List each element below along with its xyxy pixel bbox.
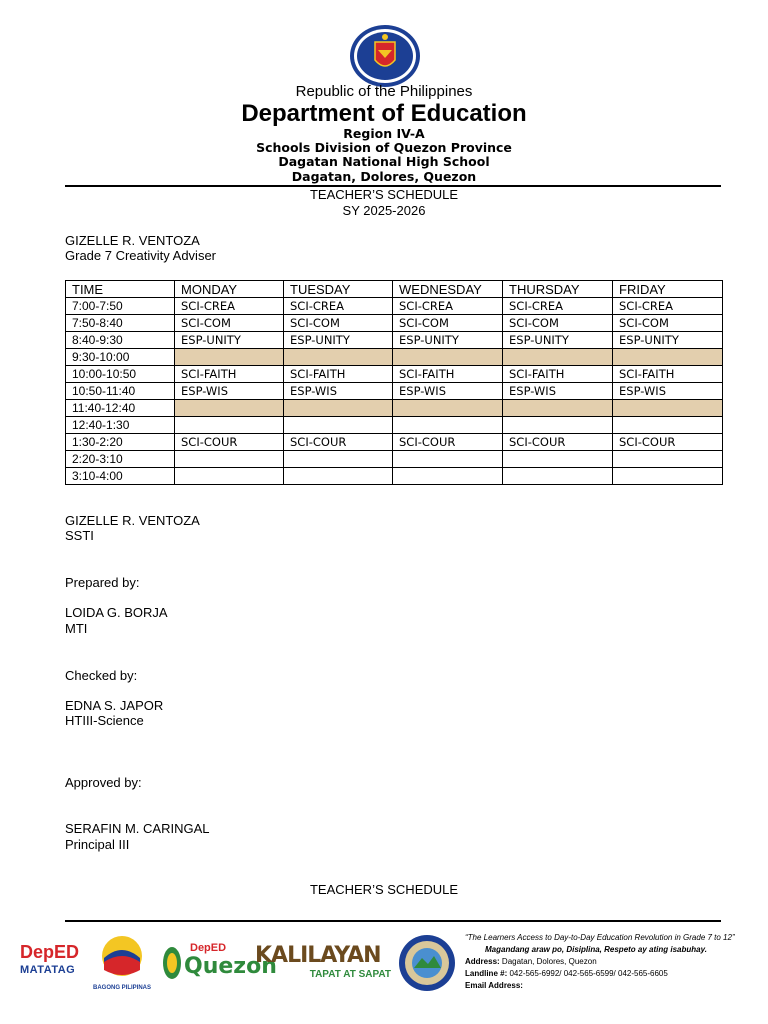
footer-email bbox=[465, 980, 735, 992]
division-heading: Schools Division of Quezon Province bbox=[256, 140, 512, 155]
teacher-name: GIZELLE R. VENTOZA bbox=[65, 233, 200, 248]
column-header: WEDNESDAY bbox=[393, 281, 503, 298]
subject-cell: SCI-FAITH bbox=[175, 366, 284, 383]
subject-cell: SCI-COM bbox=[503, 315, 613, 332]
subject-cell bbox=[393, 417, 503, 434]
schedule-row bbox=[66, 434, 723, 451]
kalilayan-logo bbox=[255, 944, 391, 988]
subject-cell bbox=[393, 349, 503, 366]
landline-label: Landline #: bbox=[465, 969, 508, 978]
region-heading: Region IV-A bbox=[343, 126, 425, 141]
subject-cell bbox=[175, 417, 284, 434]
bagong-pilipinas-emblem bbox=[92, 932, 152, 980]
subject-cell bbox=[284, 349, 393, 366]
teacher-role: Grade 7 Creativity Adviser bbox=[65, 248, 217, 263]
subject-cell: ESP-WIS bbox=[175, 383, 284, 400]
subject-cell bbox=[175, 349, 284, 366]
subject-cell: SCI-CREA bbox=[613, 298, 723, 315]
subject-cell: SCI-FAITH bbox=[503, 366, 613, 383]
subject-cell: SCI-COM bbox=[613, 315, 723, 332]
checked-by-label: Checked by: bbox=[65, 668, 138, 683]
schedule-row bbox=[66, 451, 723, 468]
school-year: SY 2025-2026 bbox=[342, 203, 426, 218]
schedule-row bbox=[66, 468, 723, 485]
prepared-by-title: MTI bbox=[65, 621, 88, 636]
subject-cell: SCI-CREA bbox=[503, 298, 613, 315]
deped-seal-logo bbox=[348, 24, 422, 88]
schedule-row bbox=[66, 366, 723, 383]
approved-by-name: SERAFIN M. CARINGAL bbox=[65, 821, 210, 836]
subject-cell bbox=[393, 400, 503, 417]
time-cell: 10:50-11:40 bbox=[66, 383, 175, 400]
checked-by-name: EDNA S. JAPOR bbox=[65, 698, 164, 713]
column-header: THURSDAY bbox=[503, 281, 613, 298]
subject-cell bbox=[284, 417, 393, 434]
column-header: TIME bbox=[66, 281, 175, 298]
schedule-row bbox=[66, 332, 723, 349]
matatag-wordmark: MATATAG bbox=[20, 964, 76, 976]
time-cell: 10:00-10:50 bbox=[66, 366, 175, 383]
subject-cell bbox=[175, 451, 284, 468]
subject-cell: SCI-COUR bbox=[613, 434, 723, 451]
subject-cell: SCI-CREA bbox=[284, 298, 393, 315]
subject-cell bbox=[393, 451, 503, 468]
footer-landline bbox=[465, 968, 735, 980]
schedule-break-row bbox=[66, 400, 723, 417]
teacher-signatory-name: GIZELLE R. VENTOZA bbox=[65, 513, 200, 528]
bottom-title: TEACHER’S SCHEDULE bbox=[309, 882, 459, 897]
subject-cell: SCI-COM bbox=[393, 315, 503, 332]
subject-cell: SCI-COUR bbox=[175, 434, 284, 451]
footer-motto: Magandang araw po, Disiplina, Respeto ay ating isabuhay. bbox=[485, 945, 707, 954]
address-label: Address: bbox=[465, 957, 500, 966]
bagong-pilipinas-label: BAGONG PILIPINAS bbox=[92, 985, 151, 991]
subject-cell bbox=[503, 451, 613, 468]
school-address: Dagatan, Dolores, Quezon bbox=[291, 169, 477, 184]
column-header: FRIDAY bbox=[613, 281, 723, 298]
quezon-emblem bbox=[162, 946, 182, 980]
footer-contact bbox=[465, 932, 735, 992]
bagong-pilipinas-logo bbox=[92, 932, 152, 994]
approved-by-label: Approved by: bbox=[65, 775, 142, 790]
subject-cell bbox=[284, 468, 393, 485]
subject-cell: ESP-UNITY bbox=[393, 332, 503, 349]
subject-cell: ESP-WIS bbox=[613, 383, 723, 400]
subject-cell: ESP-UNITY bbox=[503, 332, 613, 349]
schedule-row bbox=[66, 315, 723, 332]
email-label: Email Address: bbox=[465, 981, 523, 990]
subject-cell: ESP-UNITY bbox=[175, 332, 284, 349]
deped-quezon-logo bbox=[162, 940, 277, 986]
prepared-by-label: Prepared by: bbox=[65, 575, 140, 590]
teacher-signatory-title: SSTI bbox=[65, 528, 94, 543]
schedule-row bbox=[66, 417, 723, 434]
subject-cell bbox=[175, 400, 284, 417]
school-seal-logo bbox=[398, 934, 456, 992]
subject-cell bbox=[613, 417, 723, 434]
subject-cell: ESP-WIS bbox=[503, 383, 613, 400]
department-heading: Department of Education bbox=[241, 100, 527, 127]
subject-cell: SCI-COUR bbox=[503, 434, 613, 451]
subject-cell bbox=[613, 400, 723, 417]
time-cell: 7:00-7:50 bbox=[66, 298, 175, 315]
subject-cell: SCI-CREA bbox=[175, 298, 284, 315]
column-header: TUESDAY bbox=[284, 281, 393, 298]
time-cell: 9:30-10:00 bbox=[66, 349, 175, 366]
subject-cell: SCI-CREA bbox=[393, 298, 503, 315]
subject-cell bbox=[284, 400, 393, 417]
landline-value: 042-565-6992/ 042-565-6599/ 042-565-6605 bbox=[509, 969, 668, 978]
schedule-row bbox=[66, 383, 723, 400]
footer-address bbox=[465, 956, 735, 968]
time-cell: 7:50-8:40 bbox=[66, 315, 175, 332]
schedule-header-row bbox=[66, 281, 723, 298]
column-header: MONDAY bbox=[175, 281, 284, 298]
subject-cell: SCI-COUR bbox=[393, 434, 503, 451]
footer-divider bbox=[65, 920, 721, 922]
kalilayan-wordmark: KALILAYAN bbox=[255, 943, 381, 968]
schedule-body bbox=[66, 298, 723, 485]
time-cell: 8:40-9:30 bbox=[66, 332, 175, 349]
kalilayan-tagline: TAPAT AT SAPAT bbox=[309, 969, 391, 980]
subject-cell: ESP-WIS bbox=[284, 383, 393, 400]
subject-cell: SCI-FAITH bbox=[613, 366, 723, 383]
time-cell: 3:10-4:00 bbox=[66, 468, 175, 485]
schedule-table bbox=[65, 280, 723, 485]
subject-cell bbox=[284, 451, 393, 468]
subject-cell bbox=[613, 451, 723, 468]
subject-cell bbox=[503, 417, 613, 434]
time-cell: 2:20-3:10 bbox=[66, 451, 175, 468]
subject-cell bbox=[503, 349, 613, 366]
address-value: Dagatan, Dolores, Quezon bbox=[501, 957, 597, 966]
deped-quezon-top: DepED bbox=[190, 942, 227, 954]
deped-quezon-bottom: Quezon bbox=[184, 954, 277, 979]
time-cell: 12:40-1:30 bbox=[66, 417, 175, 434]
document-title: TEACHER’S SCHEDULE bbox=[309, 187, 459, 202]
school-heading: Dagatan National High School bbox=[278, 154, 490, 169]
subject-cell: SCI-FAITH bbox=[284, 366, 393, 383]
prepared-by-name: LOIDA G. BORJA bbox=[65, 605, 168, 620]
subject-cell bbox=[393, 468, 503, 485]
subject-cell bbox=[613, 349, 723, 366]
subject-cell: ESP-UNITY bbox=[613, 332, 723, 349]
subject-cell: ESP-WIS bbox=[393, 383, 503, 400]
schedule-row bbox=[66, 298, 723, 315]
subject-cell: SCI-COM bbox=[284, 315, 393, 332]
subject-cell: ESP-UNITY bbox=[284, 332, 393, 349]
republic-heading: Republic of the Philippines bbox=[295, 83, 473, 100]
approved-by-title: Principal III bbox=[65, 837, 130, 852]
subject-cell bbox=[613, 468, 723, 485]
subject-cell bbox=[503, 468, 613, 485]
subject-cell: SCI-COUR bbox=[284, 434, 393, 451]
schedule-break-row bbox=[66, 349, 723, 366]
deped-wordmark: DepED bbox=[20, 942, 80, 962]
time-cell: 11:40-12:40 bbox=[66, 400, 175, 417]
deped-matatag-logo bbox=[20, 933, 86, 993]
time-cell: 1:30-2:20 bbox=[66, 434, 175, 451]
subject-cell bbox=[503, 400, 613, 417]
subject-cell: SCI-FAITH bbox=[393, 366, 503, 383]
footer-quote: “The Learners Access to Day-to-Day Education Revolution in Grade 7 to 12” bbox=[465, 933, 735, 942]
subject-cell: SCI-COM bbox=[175, 315, 284, 332]
subject-cell bbox=[175, 468, 284, 485]
checked-by-title: HTIII-Science bbox=[65, 713, 144, 728]
